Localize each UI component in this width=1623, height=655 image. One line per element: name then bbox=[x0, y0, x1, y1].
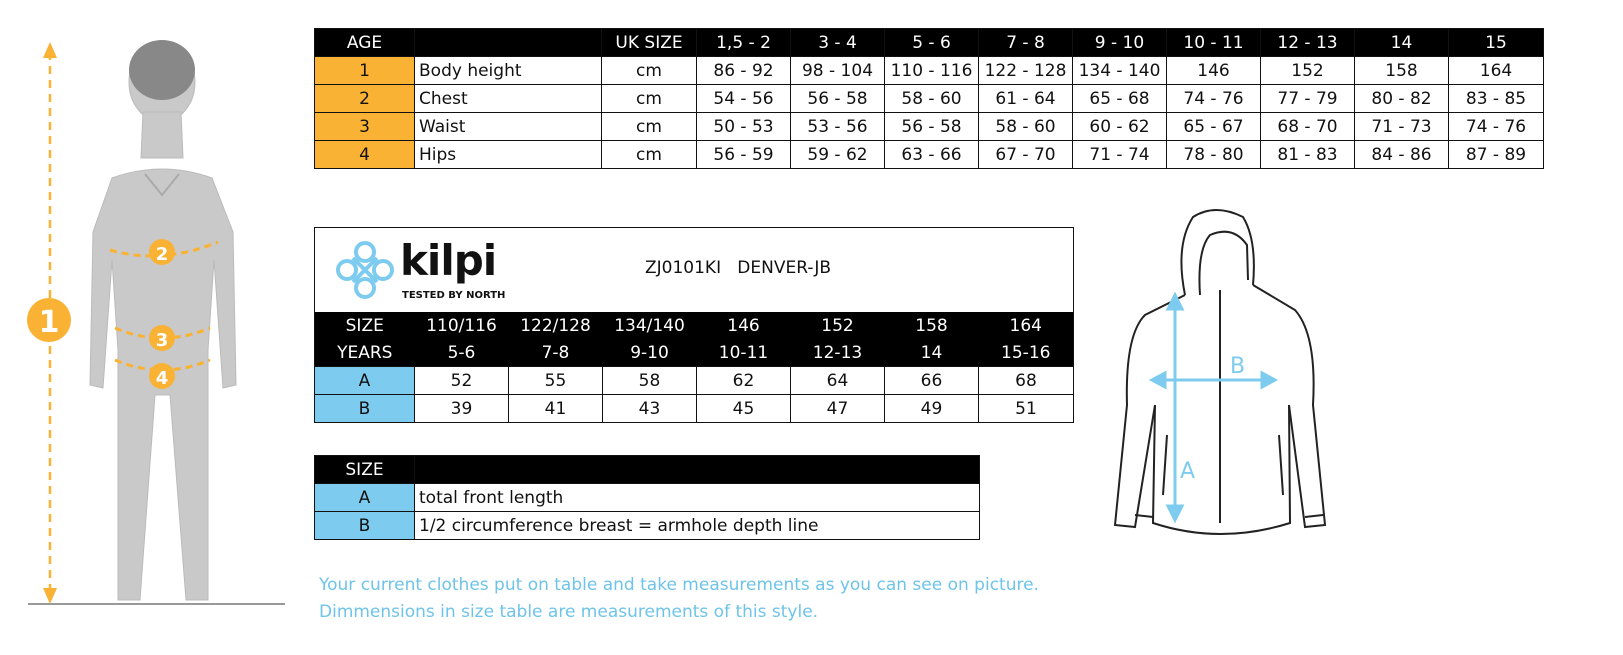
table-cell: 58 - 60 bbox=[979, 113, 1073, 141]
size-cell: 164 bbox=[979, 312, 1074, 339]
product-code: ZJ0101KI DENVER-JB bbox=[645, 258, 832, 278]
row-label: Waist bbox=[415, 113, 602, 141]
legend-header-blank bbox=[415, 456, 980, 484]
size-cell: 146 bbox=[697, 312, 791, 339]
header-cell: 12 - 13 bbox=[1261, 29, 1355, 57]
table-cell: 65 - 67 bbox=[1167, 113, 1261, 141]
size-cell: 158 bbox=[885, 312, 979, 339]
header-cell: 1,5 - 2 bbox=[697, 29, 791, 57]
table-cell: 60 - 62 bbox=[1073, 113, 1167, 141]
table-cell: 74 - 76 bbox=[1449, 113, 1544, 141]
table-cell: 80 - 82 bbox=[1355, 85, 1449, 113]
table-cell: 146 bbox=[1167, 57, 1261, 85]
header-cell: 14 bbox=[1355, 29, 1449, 57]
table-cell: 78 - 80 bbox=[1167, 141, 1261, 169]
header-cell: 3 - 4 bbox=[791, 29, 885, 57]
table-cell: 122 - 128 bbox=[979, 57, 1073, 85]
row-unit: cm bbox=[602, 85, 697, 113]
table-cell: 58 bbox=[603, 367, 697, 395]
size-cell: 122/128 bbox=[509, 312, 603, 339]
table-cell: 86 - 92 bbox=[697, 57, 791, 85]
table-cell: 68 bbox=[979, 367, 1074, 395]
marker-2: 2 bbox=[155, 244, 169, 265]
header-cell: UK SIZE bbox=[602, 29, 697, 57]
row-label: A bbox=[315, 367, 415, 395]
table-cell: 51 bbox=[979, 395, 1074, 423]
legend-key: A bbox=[315, 484, 415, 512]
table-row bbox=[315, 85, 1544, 113]
table-cell: 63 - 66 bbox=[885, 141, 979, 169]
table-row bbox=[315, 395, 1074, 423]
child-figure-illustration bbox=[0, 0, 300, 655]
measurement-legend-table bbox=[314, 455, 980, 540]
header-cell bbox=[415, 29, 602, 57]
table-cell: 49 bbox=[885, 395, 979, 423]
table-cell: 67 - 70 bbox=[979, 141, 1073, 169]
table-cell: 68 - 70 bbox=[1261, 113, 1355, 141]
marker-3: 3 bbox=[155, 330, 169, 351]
size-header-row bbox=[315, 312, 1074, 339]
header-cell: 7 - 8 bbox=[979, 29, 1073, 57]
table-cell: 56 - 59 bbox=[697, 141, 791, 169]
jacket-illustration bbox=[1105, 205, 1345, 575]
table-cell: 39 bbox=[415, 395, 509, 423]
instruction-note: Your current clothes put on table and take measurements as you can see on picture. bbox=[319, 575, 1039, 595]
jacket-label-b: B bbox=[1230, 354, 1246, 379]
table-cell: 41 bbox=[509, 395, 603, 423]
marker-4: 4 bbox=[155, 368, 169, 389]
table-cell: 56 - 58 bbox=[885, 113, 979, 141]
body-silhouette bbox=[90, 42, 236, 600]
size-label: SIZE bbox=[315, 312, 415, 339]
row-label: B bbox=[315, 395, 415, 423]
table-cell: 71 - 74 bbox=[1073, 141, 1167, 169]
table-cell: 53 - 56 bbox=[791, 113, 885, 141]
table-cell: 98 - 104 bbox=[791, 57, 885, 85]
table-cell: 110 - 116 bbox=[885, 57, 979, 85]
table-cell: 64 bbox=[791, 367, 885, 395]
years-cell: 5-6 bbox=[415, 339, 509, 367]
table-cell: 55 bbox=[509, 367, 603, 395]
product-size-table bbox=[314, 227, 1074, 423]
table-cell: 65 - 68 bbox=[1073, 85, 1167, 113]
body-size-table bbox=[314, 28, 1544, 169]
table-cell: 164 bbox=[1449, 57, 1544, 85]
row-number: 4 bbox=[315, 141, 415, 169]
table-cell: 56 - 58 bbox=[791, 85, 885, 113]
row-label: Chest bbox=[415, 85, 602, 113]
table-cell: 62 bbox=[697, 367, 791, 395]
table-cell: 81 - 83 bbox=[1261, 141, 1355, 169]
table-cell: 83 - 85 bbox=[1449, 85, 1544, 113]
table-row bbox=[315, 57, 1544, 85]
size-cell: 110/116 bbox=[415, 312, 509, 339]
table-cell: 74 - 76 bbox=[1167, 85, 1261, 113]
table-cell: 54 - 56 bbox=[697, 85, 791, 113]
row-unit: cm bbox=[602, 113, 697, 141]
row-number: 2 bbox=[315, 85, 415, 113]
marker-1: 1 bbox=[38, 305, 60, 340]
table-row bbox=[315, 484, 980, 512]
header-cell: 9 - 10 bbox=[1073, 29, 1167, 57]
hair bbox=[129, 40, 195, 100]
height-arrow-bottom bbox=[43, 588, 57, 604]
table-cell: 59 - 62 bbox=[791, 141, 885, 169]
table-cell: 61 - 64 bbox=[979, 85, 1073, 113]
table-row bbox=[315, 367, 1074, 395]
table-cell: 66 bbox=[885, 367, 979, 395]
years-cell: 15-16 bbox=[979, 339, 1074, 367]
legend-header-label: SIZE bbox=[315, 456, 415, 484]
years-cell: 9-10 bbox=[603, 339, 697, 367]
dimension-note: Dimmensions in size table are measurements of this style. bbox=[319, 602, 819, 622]
table-cell: 71 - 73 bbox=[1355, 113, 1449, 141]
jacket-label-a: A bbox=[1180, 459, 1196, 484]
measurement-arrows bbox=[1152, 295, 1275, 520]
table-cell: 52 bbox=[415, 367, 509, 395]
table-row bbox=[315, 512, 980, 540]
years-cell: 7-8 bbox=[509, 339, 603, 367]
header-cell: 10 - 11 bbox=[1167, 29, 1261, 57]
table-cell: 43 bbox=[603, 395, 697, 423]
table-row bbox=[315, 113, 1544, 141]
row-label: Hips bbox=[415, 141, 602, 169]
years-cell: 10-11 bbox=[697, 339, 791, 367]
size-cell: 134/140 bbox=[603, 312, 697, 339]
height-arrow-top bbox=[43, 42, 57, 58]
header-cell: 5 - 6 bbox=[885, 29, 979, 57]
table-cell: 45 bbox=[697, 395, 791, 423]
size-cell: 152 bbox=[791, 312, 885, 339]
legend-header bbox=[315, 456, 980, 484]
table-cell: 158 bbox=[1355, 57, 1449, 85]
years-header-row bbox=[315, 339, 1074, 367]
brand-tagline: TESTED BY NORTH bbox=[402, 290, 506, 301]
row-number: 1 bbox=[315, 57, 415, 85]
legend-key: B bbox=[315, 512, 415, 540]
header-cell: AGE bbox=[315, 29, 415, 57]
size-table-header bbox=[315, 29, 1544, 57]
jacket-outline bbox=[1115, 210, 1325, 534]
table-cell: 134 - 140 bbox=[1073, 57, 1167, 85]
row-unit: cm bbox=[602, 141, 697, 169]
years-cell: 14 bbox=[885, 339, 979, 367]
legend-text: total front length bbox=[415, 484, 980, 512]
years-cell: 12-13 bbox=[791, 339, 885, 367]
legend-text: 1/2 circumference breast = armhole depth line bbox=[415, 512, 980, 540]
years-label: YEARS bbox=[315, 339, 415, 367]
row-number: 3 bbox=[315, 113, 415, 141]
kilpi-knot-icon bbox=[333, 238, 397, 302]
header-cell: 15 bbox=[1449, 29, 1544, 57]
brand-logo: kilpi bbox=[400, 236, 497, 285]
row-label: Body height bbox=[415, 57, 602, 85]
table-cell: 84 - 86 bbox=[1355, 141, 1449, 169]
table-cell: 77 - 79 bbox=[1261, 85, 1355, 113]
table-cell: 152 bbox=[1261, 57, 1355, 85]
logo-row bbox=[315, 228, 1074, 313]
table-row bbox=[315, 141, 1544, 169]
table-cell: 47 bbox=[791, 395, 885, 423]
table-cell: 50 - 53 bbox=[697, 113, 791, 141]
row-unit: cm bbox=[602, 57, 697, 85]
table-cell: 87 - 89 bbox=[1449, 141, 1544, 169]
table-cell: 58 - 60 bbox=[885, 85, 979, 113]
